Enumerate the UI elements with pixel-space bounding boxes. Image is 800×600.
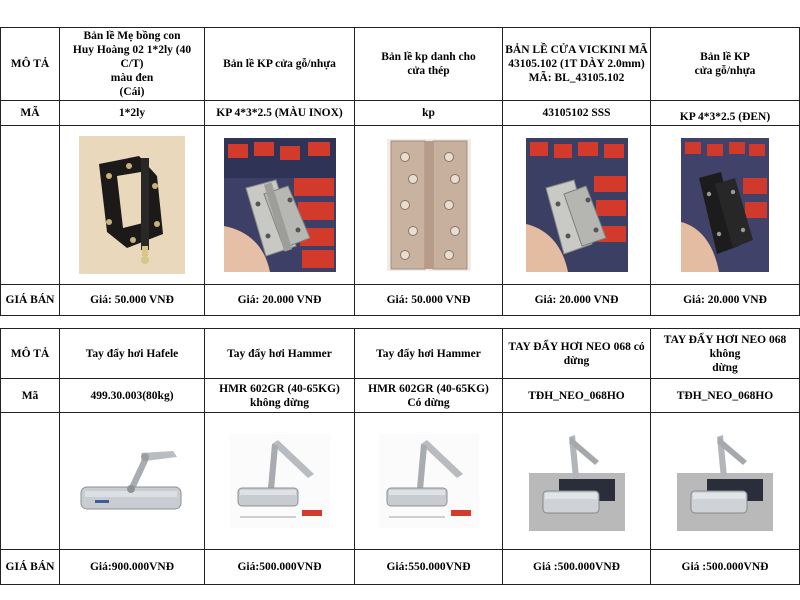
product-price: Giá: 20.000 VNĐ (651, 285, 800, 316)
stainless-hinge-in-hand-image (224, 138, 336, 272)
product-desc: BẢN LỀ CỬA VICKINI MÃ 43105.102 (1T DÀY 2.0mm) MÃ: BL_43105.102 (503, 28, 651, 101)
product-price: Giá:550.000VNĐ (355, 550, 503, 585)
product-image-cell (355, 126, 503, 285)
product-code: TĐH_NEO_068HO (651, 379, 800, 413)
hinge-price-table (0, 27, 800, 316)
product-price: Giá: 20.000 VNĐ (205, 285, 355, 316)
product-code: TĐH_NEO_068HO (503, 379, 651, 413)
product-code: HMR 602GR (40-65KG) không dừng (205, 379, 355, 413)
hammer-door-closer-image (230, 434, 330, 528)
product-code: kp (355, 101, 503, 126)
product-desc: Bản lề Mẹ bồng con Huy Hoàng 02 1*2ly (40 C/T) màu đen (Cái) (60, 28, 205, 101)
row-label-price: GIÁ BÁN (1, 285, 60, 316)
product-code: KP 4*3*2.5 (MÀU INOX) (205, 101, 355, 126)
product-image-cell (651, 126, 800, 285)
product-desc: Tay đẩy hơi Hammer (205, 329, 355, 379)
image-row-label (1, 126, 60, 285)
product-price: Giá :500.000VNĐ (503, 550, 651, 585)
product-image-cell (355, 413, 503, 550)
hafele-door-closer-image (73, 443, 191, 519)
product-price: Giá: 20.000 VNĐ (503, 285, 651, 316)
product-desc: Bản lề KP cửa gỗ/nhựa (205, 28, 355, 101)
product-desc: Tay đẩy hơi Hafele (60, 329, 205, 379)
row-label-desc: MÔ TẢ (1, 28, 60, 101)
hammer-door-closer-hold-image (379, 434, 479, 528)
row-label-code: Mã (1, 379, 60, 413)
row-label-code: MÃ (1, 101, 60, 126)
row-label-price: GIÁ BÁN (1, 550, 60, 585)
product-code: 499.30.003(80kg) (60, 379, 205, 413)
product-code: 1*2ly (60, 101, 205, 126)
product-image-cell (60, 126, 205, 285)
product-desc: TAY ĐẨY HƠI NEO 068 không dừng (651, 329, 800, 379)
product-image-cell (60, 413, 205, 550)
product-image-cell (651, 413, 800, 550)
vickini-hinge-in-hand-image (526, 138, 628, 272)
product-image-cell (205, 126, 355, 285)
product-desc: TAY ĐẨY HƠI NEO 068 có dừng (503, 329, 651, 379)
product-desc: Tay đẩy hơi Hammer (355, 329, 503, 379)
product-code: KP 4*3*2.5 (ĐEN) (651, 101, 800, 126)
product-price: Giá:500.000VNĐ (205, 550, 355, 585)
black-hinge-in-hand-image (681, 138, 769, 272)
product-price: Giá:900.000VNĐ (60, 550, 205, 585)
steel-door-hinge-image (387, 139, 471, 271)
image-row-label (1, 413, 60, 550)
product-desc: Bản lề KP cửa gỗ/nhựa (651, 28, 800, 101)
product-image-cell (503, 126, 651, 285)
row-label-desc: MÔ TẢ (1, 329, 60, 379)
neo-door-closer-2-image (677, 431, 773, 531)
product-price: Giá: 50.000 VNĐ (355, 285, 503, 316)
product-code: 43105102 SSS (503, 101, 651, 126)
black-mother-child-hinge-image (79, 136, 185, 274)
product-desc: Bản lề kp danh cho cửa thép (355, 28, 503, 101)
product-price: Giá: 50.000 VNĐ (60, 285, 205, 316)
product-image-cell (503, 413, 651, 550)
product-code: HMR 602GR (40-65KG) Có dừng (355, 379, 503, 413)
product-image-cell (205, 413, 355, 550)
door-closer-price-table (0, 328, 800, 585)
neo-door-closer-image (529, 431, 625, 531)
product-price: Giá :500.000VNĐ (651, 550, 800, 585)
